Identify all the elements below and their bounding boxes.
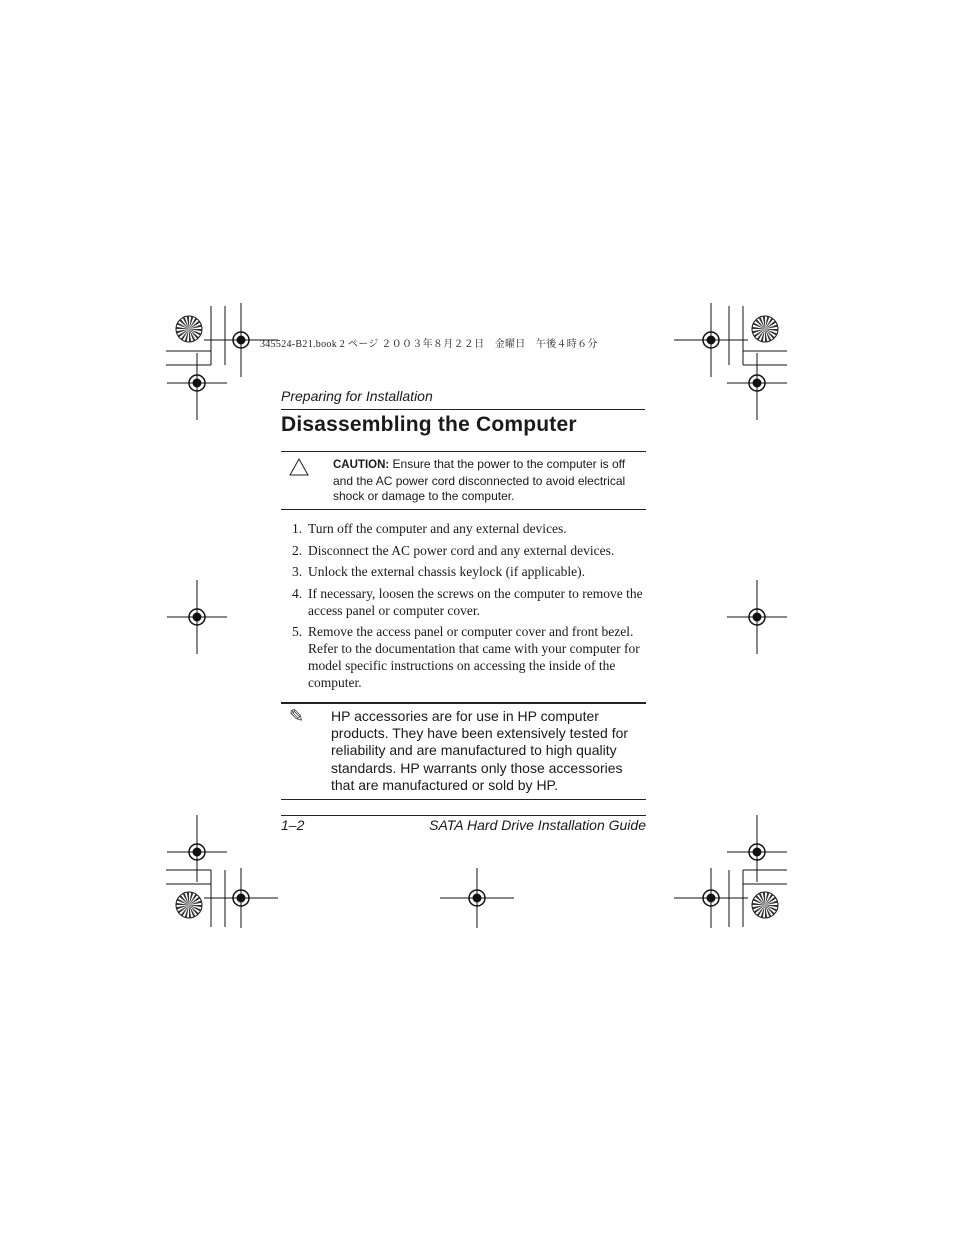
list-item [281, 585, 646, 619]
list-item [281, 563, 646, 580]
caution-triangle-icon [289, 458, 309, 476]
caution-bottom-rule [281, 509, 646, 510]
step-text: Remove the access panel or computer cover and front bezel. Refer to the documentation that came with your computer for model specific instructions on accessing the inside of the computer. [308, 624, 640, 690]
note-bottom-rule [281, 799, 646, 800]
list-item [281, 542, 646, 559]
page-number: 1–2 [281, 817, 305, 833]
step-text: Turn off the computer and any external devices. [308, 521, 567, 536]
starburst-target-icon [176, 316, 202, 342]
step-text: Disconnect the AC power cord and any external devices. [308, 542, 615, 558]
step-text: Unlock the external chassis keylock (if applicable). [308, 564, 586, 579]
starburst-target-icon [752, 316, 778, 342]
guide-title: SATA Hard Drive Installation Guide [429, 817, 646, 833]
print-info-slug: 345524-B21.book 2 ページ ２００３年８月２２日 金曜日 午後４時６分 [260, 339, 598, 350]
step-number: 5. [292, 624, 303, 639]
footer-rule [281, 815, 646, 816]
caution-top-rule [281, 451, 646, 452]
note-text: HP accessories are for use in HP computer products. They have been extensively tested for reliability and are manufactured to high quality standards. HP warrants only those accessories that are manufactured or sold by HP. [331, 708, 629, 793]
step-text: If necessary, loosen the screws on the computer to remove the access panel or computer cover. [308, 585, 643, 618]
starburst-target-icon [176, 892, 202, 918]
starburst-target-icon [752, 892, 778, 918]
running-head: Preparing for Installation [281, 388, 433, 404]
caution-label: CAUTION: [333, 459, 390, 471]
pencil-note-icon: ✎ [289, 706, 305, 726]
steps-list [281, 520, 646, 696]
step-number: 4. [292, 585, 303, 601]
note-top-rule [281, 702, 646, 704]
list-item [281, 520, 646, 537]
page-title: Disassembling the Computer [281, 413, 577, 436]
step-number: 2. [292, 542, 303, 558]
list-item [281, 623, 646, 691]
header-rule [281, 409, 645, 410]
step-number: 3. [292, 564, 303, 579]
step-number: 1. [292, 521, 303, 536]
caution-text [333, 457, 638, 505]
caution-body: Ensure that the power to the computer is off and the AC power cord disconnected to avoid electrical shock or damage to the computer. [333, 457, 626, 503]
